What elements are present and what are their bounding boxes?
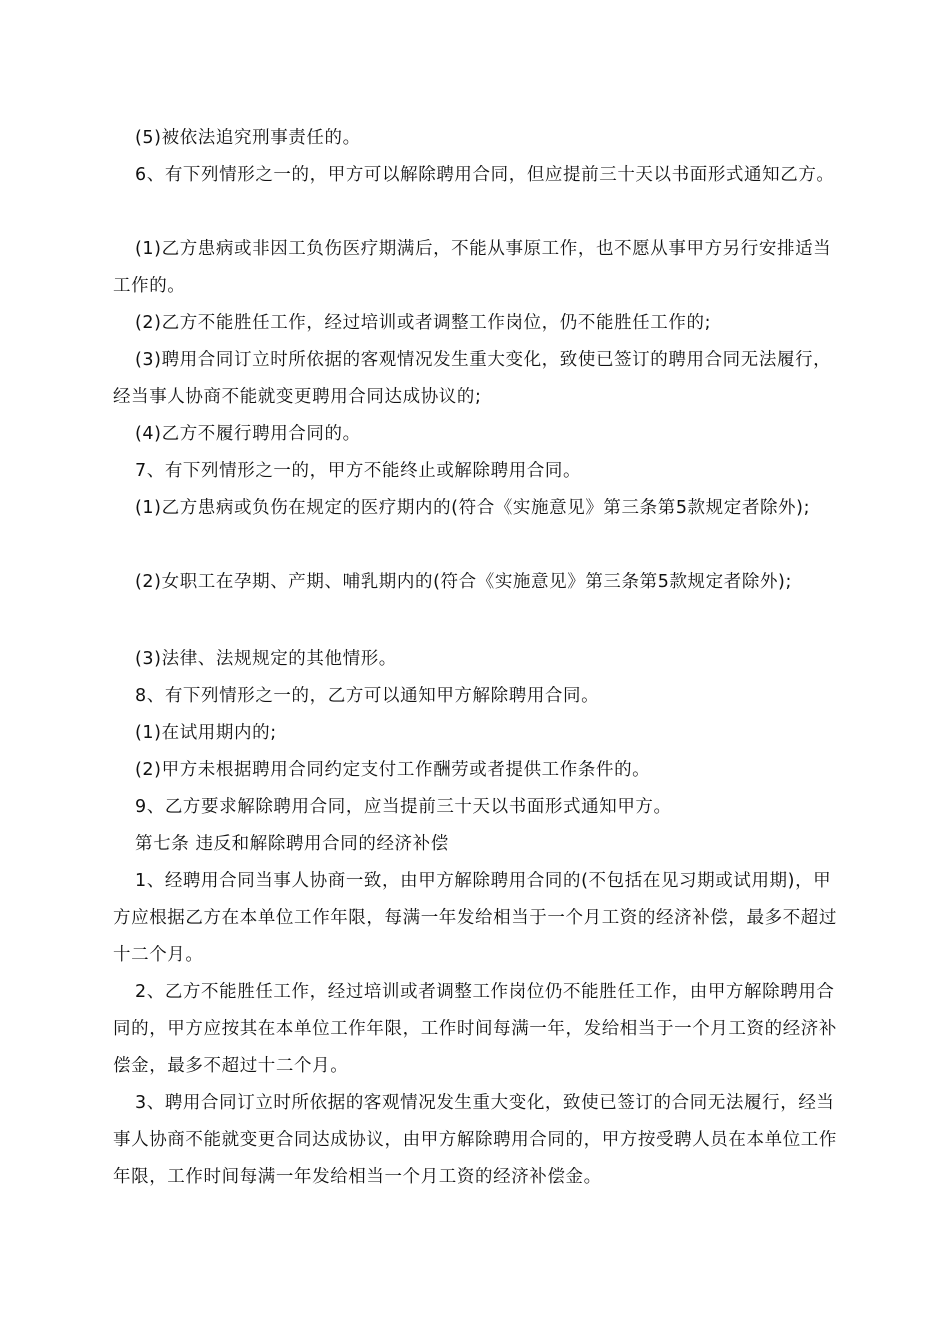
paragraph-6-4: (4)乙方不履行聘用合同的。 <box>135 424 361 444</box>
paragraph-8-1: (1)在试用期内的; <box>135 723 277 743</box>
paragraph-item-8: 8、有下列情形之一的，乙方可以通知甲方解除聘用合同。 <box>135 686 600 706</box>
paragraph-compensation-1: 1、经聘用合同当事人协商一致，由甲方解除聘用合同的(不包括在见习期或试用期)，甲方应根据乙方在本单位工作年限，每满一年发给相当于一个月工资的经济补偿，最多不超过十二个月。 <box>113 871 837 965</box>
paragraph-8-2: (2)甲方未根据聘用合同约定支付工作酬劳或者提供工作条件的。 <box>135 760 651 780</box>
paragraph-compensation-3: 3、聘用合同订立时所依据的客观情况发生重大变化，致使已签订的合同无法履行，经当事人协商不能就变更合同达成协议，由甲方解除聘用合同的，甲方按受聘人员在本单位工作年限，工作时间每满一年发给相当一个月工资的经济补偿金。 <box>113 1093 837 1187</box>
paragraph-compensation-2: 2、乙方不能胜任工作，经过培训或者调整工作岗位仍不能胜任工作，由甲方解除聘用合同的，甲方应按其在本单位工作年限，工作时间每满一年，发给相当于一个月工资的经济补偿金，最多不超过十二个月。 <box>113 982 837 1076</box>
paragraph-item-6: 6、有下列情形之一的，甲方可以解除聘用合同，但应提前三十天以书面形式通知乙方。 <box>135 165 835 185</box>
article-7-heading: 第七条 违反和解除聘用合同的经济补偿 <box>135 834 449 854</box>
paragraph-5-criminal: (5)被依法追究刑事责任的。 <box>135 128 361 148</box>
paragraph-item-7: 7、有下列情形之一的，甲方不能终止或解除聘用合同。 <box>135 461 582 481</box>
paragraph-item-9: 9、乙方要求解除聘用合同，应当提前三十天以书面形式通知甲方。 <box>135 797 672 817</box>
paragraph-6-2: (2)乙方不能胜任工作，经过培训或者调整工作岗位，仍不能胜任工作的; <box>135 313 712 333</box>
paragraph-7-1: (1)乙方患病或负伤在规定的医疗期内的(符合《实施意见》第三条第5款规定者除外); <box>135 498 811 518</box>
paragraph-7-3: (3)法律、法规规定的其他情形。 <box>135 649 397 669</box>
paragraph-6-3: (3)聘用合同订立时所依据的客观情况发生重大变化，致使已签订的聘用合同无法履行，经当事人协商不能就变更聘用合同达成协议的; <box>113 350 832 407</box>
paragraph-6-1: (1)乙方患病或非因工负伤医疗期满后，不能从事原工作，也不愿从事甲方另行安排适当工作的。 <box>113 239 832 296</box>
paragraph-7-2: (2)女职工在孕期、产期、哺乳期内的(符合《实施意见》第三条第5款规定者除外); <box>135 572 792 592</box>
